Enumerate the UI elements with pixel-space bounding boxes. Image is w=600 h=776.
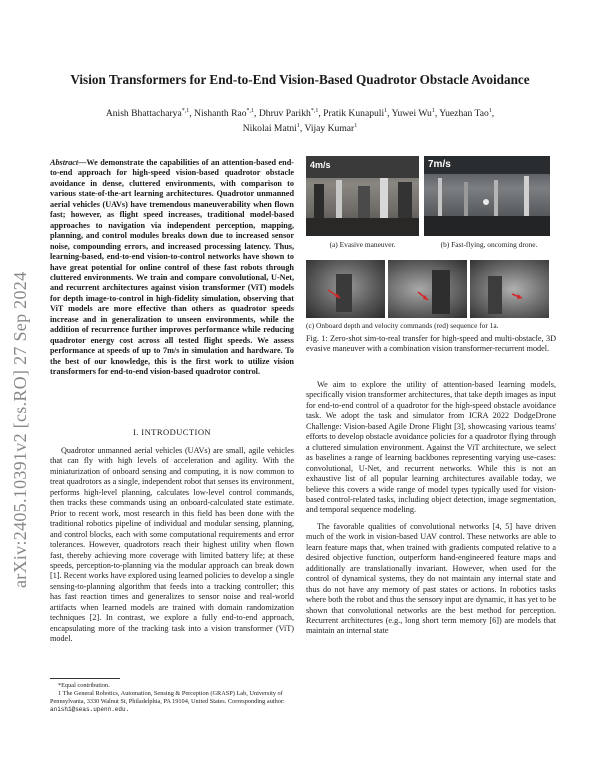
- velocity-arrow-icon: [388, 260, 467, 318]
- author-affil: *,1: [246, 108, 255, 114]
- arxiv-watermark: [4, 150, 34, 590]
- author-line-1: Anish Bhattacharya$^{*,1}$, Nishanth Rao$^{*,1}$, Dhruv Parikh$^{*,1}$, Pratik Kunapuli$^1$, Yuwei Wu$^1$, Yuezhan Tao$^1$,: [105, 108, 495, 120]
- footnotes: [50, 682, 294, 714]
- figure-caption: Fig. 1: Zero-shot sim-to-real transfer for high-speed and multi-obstacle, 3D evasive maneuver with a combination vision transformer-recurrent model.: [306, 334, 556, 354]
- abstract-label: Abstract: [50, 158, 79, 167]
- author-affil: *,1: [310, 108, 319, 114]
- abstract: Abstract—We demonstrate the capabilities of an attention-based end-to-end approach for high-speed vision-based quadrotor obstacle avoidance in dense, cluttered environments, with comparison to various state-of-the-art learning architectures. Quadrotor unmanned aerial vehicles (UAVs) have tremendous maneuverability when flown fast; however, as flight speed increases, traditional model-based approaches to navigation via independent perception, mapping, planning, and control modules breaks down due to increased sensor noise, compounding errors, and increased processing latency. Thus, learning-based, end-to-end vision-to-control networks have shown to have great potential for online control of these fast robots through cluttered environments. We train and compare convolutional, U-Net, and recurrent architectures against vision transformer (ViT) models for depth image-to-control in high-fidelity simulation, observing that ViT models are more effective than others as quadrotor speeds increase and in generalization to unseen environments, while the addition of recurrence further improves performance while reducing quadrotor energy cost across all tested flight speeds. We assess performance at speeds of up to 7m/s in simulation and hardware. To the best of our knowledge, this is the first work to utilize vision transformers for end-to-end vision-based quadrotor control.: [50, 158, 294, 377]
- depth-frame-3: [470, 260, 549, 318]
- author-affil: 1: [296, 123, 300, 130]
- subfigure-caption-a: (a) Evasive maneuver.: [329, 240, 396, 249]
- author-affil: 1: [488, 108, 492, 114]
- velocity-arrow-icon: [306, 260, 385, 318]
- subfigure-caption-c: (c) Onboard depth and velocity commands (red) sequence for 1a.: [306, 321, 499, 330]
- paragraph: Quadrotor unmanned aerial vehicles (UAVs) are small, agile vehicles that can fly with high levels of acceleration and agility. With the miniaturization of onboard sensing and computing, it is now common to treat quadrotors as a single, independent robot that senses its environment, performs high-level planning, calculates low-level control commands, then tracks these commands using an onboard-calculated state estimate. Prior to recent work, most research in this field has been done with the traditional robotics pipeline of individual and modular sensing, planning, and control blocks, each with some computational requirements and error tolerances. However, quadrotors reach their highest utility when flown fast, thereby achieving more coverage with limited battery life; at these speeds, perception-to-planning via the modular approach can break down [1]. Recent works have explored using learned policies to develop a single sensing-to-planning algorithm that feeds into a tracking controller; this has fast reaction times and generalizes to sensor noise and real-world artifacts when learned models are trained with domain randomization techniques [2]. In contrast, we explore a fully end-to-end approach, encapsulating more of the tracking task into a vision transformer (ViT) model.: [50, 446, 294, 644]
- depth-frame-1: [306, 260, 385, 318]
- figure-1a-photo: [306, 156, 419, 236]
- author-name: Yuezhan Tao: [439, 108, 489, 120]
- footnote-equal: *Equal contribution.: [58, 682, 110, 689]
- author-name: Dhruv Parikh: [258, 108, 311, 120]
- abstract-text: We demonstrate the capabilities of an attention-based end-to-end approach for high-speed vision-based quadrotor obstacle avoidance in dense, cluttered environments, with comparison to various state-of-the-art learning architectures. Quadrotor unmanned aerial vehicles (UAVs) have tremendous maneuverability when flown fast; however, as flight speed increases, traditional model-based approaches to navigation via independent perception, mapping, planning, and control modules breaks down due to increased sensor noise, compounding errors, and increased processing latency. Thus, learning-based, end-to-end vision-to-control networks have shown to have great potential for online control of these fast robots through cluttered environments. We train and compare convolutional, U-Net, and recurrent architectures against vision transformer (ViT) models for depth image-to-control in high-fidelity simulation, observing that ViT models are more effective than others as quadrotor speeds increase and in generalization to unseen environments, while the addition of recurrence further improves performance while reducing quadrotor energy cost across all tested flight speeds. We assess performance at speeds of up to 7m/s in simulation and hardware. To the best of our knowledge, this is the first work to utilize vision transformers for end-to-end vision-based quadrotor control.: [50, 158, 294, 377]
- author-name: Pratik Kunapuli: [323, 108, 385, 120]
- author-name: Nikolai Matni: [242, 123, 297, 135]
- author-name: Anish Bhattacharya: [105, 108, 182, 120]
- figure-1b-photo: [424, 156, 550, 236]
- paper-title: Vision Transformers for End-to-End Vision-Based Quadrotor Obstacle Avoidance: [70, 72, 530, 87]
- author-name: Nishanth Rao: [194, 108, 247, 120]
- introduction-text: [50, 446, 294, 645]
- velocity-arrow-icon: [470, 260, 549, 318]
- author-list: [60, 105, 540, 135]
- subfigure-caption-b: (b) Fast-flying, oncoming drone.: [440, 240, 538, 249]
- author-line-2: Nikolai Matni$^1$, Vijay Kumar$^1$: [242, 123, 358, 135]
- arxiv-id: arXiv:2405.10391v2 [cs.RO] 27 Sep 2024: [10, 271, 30, 588]
- paragraph: The favorable qualities of convolutional networks [4, 5] have driven much of the work in vision-based UAV control. These networks are able to learn feature maps that, when trained with gradients computed relative to a desired objective function, outperform hand-engineered feature maps and additionally are translationally invariant. However, when used for the control of dynamical systems, they do not maintain any internal state and thus do not have any memory of past states or actions. In robotics tasks where both the robot and thus the sensory input are dynamic, it has yet to be shown that convolutional networks are the best method for perception. Recurrent architectures (e.g., long short term memory [6]) are models that maintain an internal state: [306, 521, 556, 636]
- author-name: Yuwei Wu: [391, 108, 432, 120]
- author-affil: *,1: [181, 108, 190, 114]
- depth-frame-2: [388, 260, 467, 318]
- section-heading: I. INTRODUCTION: [132, 427, 212, 437]
- author-affil: 1: [431, 108, 435, 114]
- footnote-divider: [50, 678, 120, 679]
- right-column-text: [306, 380, 556, 637]
- speed-label: 7m/s: [428, 159, 451, 170]
- author-name: Vijay Kumar: [304, 123, 355, 135]
- author-affil: 1: [354, 123, 358, 130]
- author-affil: 1: [384, 108, 388, 114]
- author-email: anish1@seas.upenn.edu.: [50, 706, 130, 714]
- speed-label: 4m/s: [310, 160, 331, 170]
- paragraph: We aim to explore the utility of attention-based learning models, specifically vision transformer architectures, that take depth images as input for end-to-end control of a quadrotor for the high-speed obstacle avoidance task. We adopt the task and simulator from ICRA 2022 DodgeDrone Challenge: Vision-based Agile Drone Flight [3], showcasing various teams' efforts to develop obstacle avoidance policies for a quadrotor flying through a cluttered simulation environment. Against the ViT architecture, we select as baselines a range of learning backbones representing varying use-cases: convolutional, U-Net, and recurrent networks. While this is not an exhaustive list of all popular learning architectures available today, we believe this covers a wide range of model types typically used for vision-based control-related tasks, including object detection, image segmentation, and temporal sequence modeling.: [306, 380, 556, 515]
- footnote-affiliation: 1 The General Robotics, Automation, Sensing & Perception (GRASP) Lab, University of Pennsylvania, 3330 Walnut St, Philadelphia, PA 19104, United States. Corresponding author: anish1@seas.upenn.edu.: [50, 690, 285, 714]
